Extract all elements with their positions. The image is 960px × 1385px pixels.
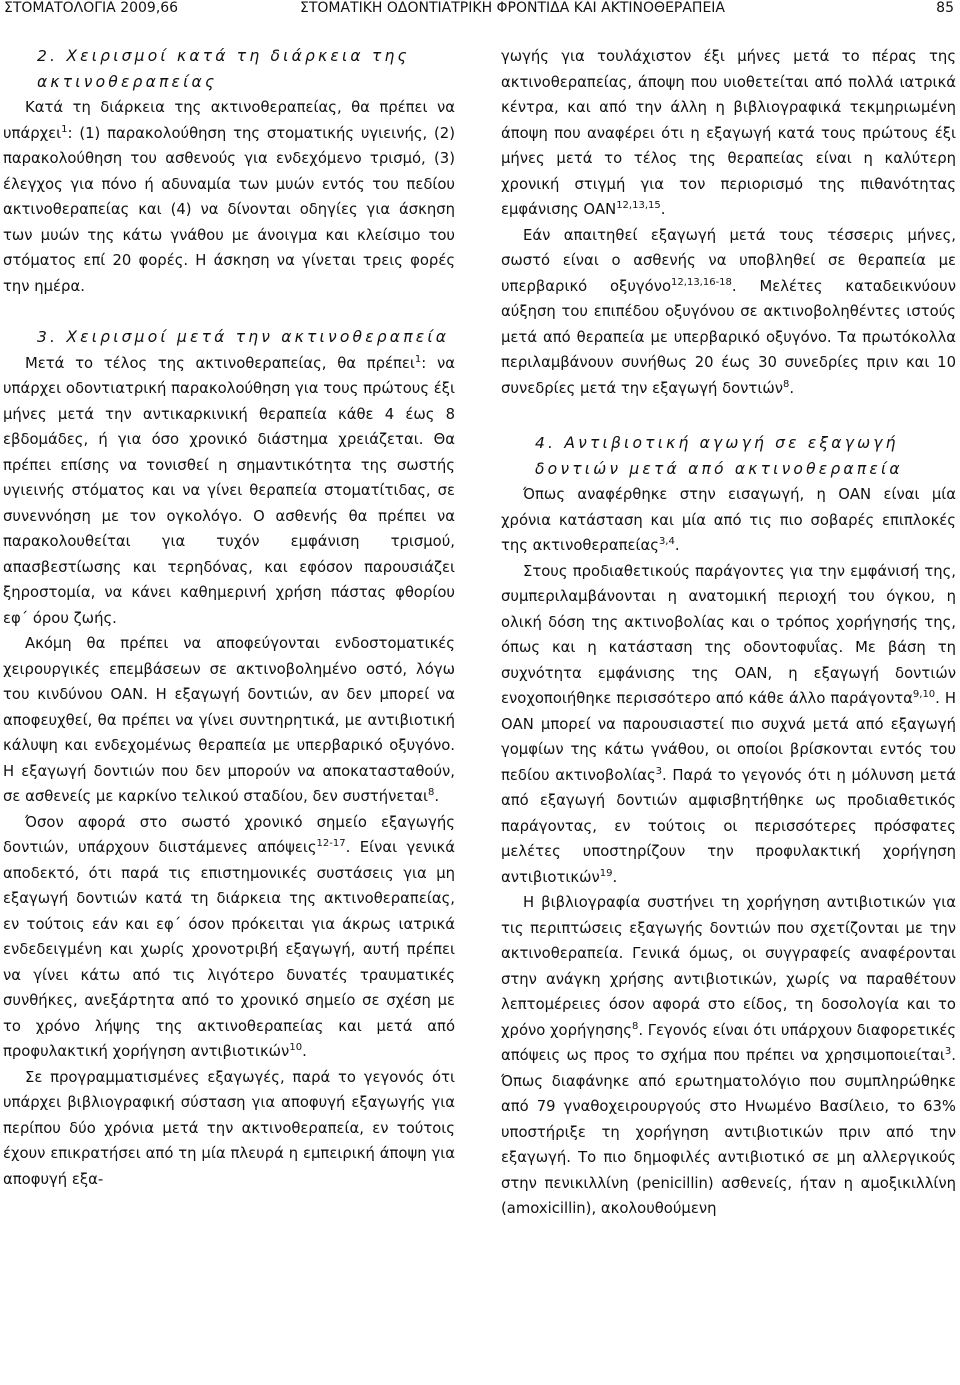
text-run: Κατά τη διάρκεια της ακτινοθεραπείας, θα πρέπει να υπάρχει — [3, 99, 455, 142]
section-2-paragraph — [3, 95, 455, 299]
citation: 9,10 — [912, 689, 936, 700]
text-run: Εάν απαιτηθεί εξαγωγή μετά τους τέσσερις μήνες, σωστό είναι ο ασθενής να υποβληθεί σε θεραπεία με υπερβαρικό οξυγόνο — [501, 226, 956, 295]
citation: 3 — [655, 765, 663, 777]
text-run: . — [302, 1043, 307, 1060]
section-2-heading: 2. Χειρισμοί κατά τη διάρκεια της ακτινοθεραπείας — [37, 47, 410, 91]
citation: 12,13,15 — [616, 200, 661, 211]
section-3-paragraph-4: Σε προγραμματισμένες εξαγωγές, παρά το γεγονός ότι υπάρχει βιβλιογραφική σύσταση για αποφυγή εξαγωγής για περίπου δύο χρόνια μετά την ακτινοθεραπεία, εν τούτοις έχουν επικρατήσει από τη μία πλευρά η εμπειρική άποψη για αποφυγή εξα- — [3, 1068, 455, 1188]
section-gap — [3, 299, 455, 325]
text-run: . Η ΟΑΝ μπορεί να παρουσιαστεί πιο συχνά μετά από εξαγωγή γομφίων της κάτω γνάθου, οι οποίοι βρίσκονται εντός του πεδίου ακτινοβολίας — [501, 690, 956, 784]
text-run: Όσον αφορά στο σωστό χρονικό σημείο εξαγωγής δοντιών, υπάρχουν διιστάμενες απόψεις — [3, 813, 455, 856]
text-run: . Γεγονός είναι ότι υπάρχουν διαφορετικές απόψεις ως προς το σχήμα που πρέπει να χρησιμοποιείται — [501, 1021, 956, 1064]
continued-paragraph — [501, 44, 956, 223]
citation: 10 — [289, 1042, 303, 1053]
text-run: . Μελέτες καταδεικνύουν αύξηση του επιπέδου οξυγόνου σε ακτινοβοληθέντες ιστούς μετά από θεραπεία με υπερβαρικό οξυγόνο. Τα πρωτόκολλα περιλαμβάνουν συνήθως 20 έως 30 συνεδρίες πριν και 10 συνεδρίες μετά την εξαγωγή δοντιών — [501, 277, 956, 397]
citation: 8 — [631, 1020, 639, 1032]
text-run: Όπως αναφέρθηκε στην εισαγωγή, η ΟΑΝ είναι μία χρόνια κατάσταση και μία από τις πιο σοβαρές επιπλοκές της ακτινοθεραπείας — [501, 486, 956, 554]
text-run: γωγής για τουλάχιστον έξι μήνες μετά το πέρας της ακτινοθεραπείας, άποψη που υιοθετείται από πολλά ιατρικά κέντρα, και από την άλλη η βιβλιογραφικά τεκμηριωμένη άποψη που αναφέρει ότι η εξαγωγή κατά τους πρώτους έξι μήνες μετά το τέλος της θεραπείας είναι η καλύτερη χρονική στιγμή για τον περιορισμό της πιθανότητας εμφάνισης ΟΑΝ — [501, 48, 956, 218]
section-3-paragraph-1 — [3, 351, 455, 632]
section-3-heading: 3. Χειρισμοί μετά την ακτινοθεραπεία — [37, 328, 450, 346]
text-run: . Όπως διαφάνηκε από ερωτηματολόγιο που συμπληρώθηκε από 79 γναθοχειρουργούς στο Ηνωμένο Βασίλειο, το 63% υποστήριξε τη χορήγηση αντιβιοτικών πριν από την εξαγωγή. Το πιο δημοφιλές αντιβιοτικό σε μη αλλεργικούς στην πενικιλλίνη (penicillin) ασθενείς, ήταν η αμοξικιλλίνη (amoxicillin), ακολουθούμενη — [501, 1047, 956, 1217]
text-run: Στους προδιαθετικούς παράγοντες για την εμφάνισή της, συμπεριλαμβάνονται η ανατομική περιοχή του όγκου, η ολική δόση της ακτινοβολίας και ο τρόπος χορήγησής της, όπως και η κατάσταση της οδοντοφυΐας. Με βάση τη συχνότητα εμφάνισης της ΟΑΝ, η εξαγωγή δοντιών ενοχοποιήθηκε περισσότερο από κάθε άλλο παράγοντα — [501, 562, 956, 707]
section-4-paragraph-2 — [501, 559, 956, 891]
citation: 12,13,16-18 — [671, 276, 732, 288]
section-3-paragraph-2 — [3, 631, 455, 810]
running-header — [0, 0, 960, 22]
page-number: 85 — [936, 0, 954, 16]
text-run: Η βιβλιογραφία συστήνει τη χορήγηση αντιβιοτικών για τις περιπτώσεις εξαγωγής δοντιών που σχετίζονται με την ακτινοθεραπεία. Γενικά όμως, οι συγγραφείς αναφέρονται στην ανάγκη χρήσης αντιβιοτικών, χωρίς να παραθέτουν λεπτομέρειες όσον αφορά στο είδος, τη δοσολογία και το χρόνο χορήγησης — [501, 894, 956, 1039]
citation: 8 — [428, 787, 435, 798]
text-run: . — [660, 201, 666, 218]
text-run: . — [674, 537, 680, 554]
right-column — [501, 44, 956, 1222]
text-run: Ακόμη θα πρέπει να αποφεύγονται ενδοστοματικές χειρουργικές επεμβάσεων σε ακτινοβολημένο οστό, λόγω του κινδύνου ΟΑΝ. Η εξαγωγή δοντιών, αν δεν μπορεί να αποφευχθεί, θα πρέπει να γίνει συντηρητικά, με αντιβιοτική κάλυψη και ενδεχομένως θεραπεία με υπερβαρικό οξυγόνο. Η εξαγωγή δοντιών που δεν μπορούν να αποκατασταθούν, σε ασθενείς με καρκίνο τελικού σταδίου, δεν συστήνεται — [3, 635, 455, 805]
text-run: . Παρά το γεγονός ότι η μόλυνση μετά από εξαγωγή δοντιών αμφισβητήθηκε ως προδιαθετικός παράγοντας, εν τούτοις οι περισσότερες πρόσφατες μελέτες υποστηρίζουν την προφυλακτική χορήγηση αντιβιοτικών — [501, 766, 956, 886]
citation: 1 — [414, 353, 422, 365]
text-run: . — [789, 379, 795, 397]
section-4-paragraph-1 — [501, 482, 956, 559]
citation: 12-17 — [316, 838, 346, 849]
journal-citation: ΣΤΟΜΑΤΟΛΟΓΙΑ 2009,66 — [4, 0, 179, 16]
citation: 3,4 — [658, 536, 675, 547]
citation: 19 — [599, 867, 613, 879]
text-run: . Είναι γενικά αποδεκτό, ότι παρά τις επιστημονικές συστάσεις για μη εξαγωγή δοντιών κατά τη διάρκεια της ακτινοθεραπείας, εν τούτοις εάν και εφ΄ όσον πρόκειται για άκρως ιατρικά ενδεδειγμένη και χωρίς χρονοτριβή εξαγωγή, αυτή πρέπει να γίνει κάτω από τις λιγότερο δυνατές τραυματικές συνθήκες, ανεξάρτητα από το χρονικό σημείο σε σχέση με το χρόνο λήψης της ακτινοθεραπείας και μετά από προφυλακτική χορήγηση αντιβιοτικών — [3, 839, 456, 1060]
section-4-paragraph-3 — [501, 890, 956, 1222]
text-run: . — [434, 788, 440, 805]
citation: 3 — [944, 1046, 952, 1057]
hyperbaric-paragraph — [501, 223, 956, 402]
text-run: . — [612, 868, 618, 886]
citation: 8 — [783, 378, 790, 390]
text-run: Μετά το τέλος της ακτινοθεραπείας, θα πρέπει — [25, 354, 415, 372]
section-gap — [501, 401, 956, 431]
section-3-paragraph-3 — [3, 810, 455, 1065]
left-column — [3, 44, 455, 1192]
citation: 1 — [61, 123, 68, 135]
text-run: : (1) παρακολούθηση της στοματικής υγιεινής, (2) παρακολούθηση του ασθενούς για ενδεχόμενο τρισμό, (3) έλεγχος για πόνο ή αδυναμία των μυών εντός του πεδίου ακτινοθεραπείας και (4) να δίνονται οδηγίες για άσκηση των μυών της κάτω γνάθου με άνοιγμα και κλείσιμο του στόματος επί 20 φορές. Η άσκηση να γίνεται τρεις φορές την ημέρα. — [3, 124, 455, 295]
running-title: ΣΤΟΜΑΤΙΚΗ ΟΔΟΝΤΙΑΤΡΙΚΗ ΦΡΟΝΤΙΔΑ ΚΑΙ ΑΚΤΙΝΟΘΕΡΑΠΕΙΑ — [300, 0, 726, 16]
text-run: : να υπάρχει οδοντιατρική παρακολούθηση για τους πρώτους έξι μήνες μετά την αντικαρκινική θεραπεία κάθε 4 έως 8 εβδομάδες, ή για όσο χρονικό διάστημα χρειάζεται. Θα πρέπει επίσης να τονισθεί η σημαντικότητα της σωστής υγιεινής στόματος και να γίνει θεραπεία στοματίτιδας, σε συνεννόηση με τον ογκολόγο. Ο ασθενής θα πρέπει να παρακολουθείται για τυχόν εμφάνιση τρισμού, απασβεστίωσης και τερηδόνας, και εφόσον παρουσιάζει ξηροστομία, να κάνει καθημερινή χρήση πάστας φθορίου εφ΄ όρου ζωής. — [3, 354, 455, 627]
section-4-heading: 4. Αντιβιοτική αγωγή σε εξαγωγή δοντιών μετά από ακτινοθεραπεία — [535, 434, 903, 478]
